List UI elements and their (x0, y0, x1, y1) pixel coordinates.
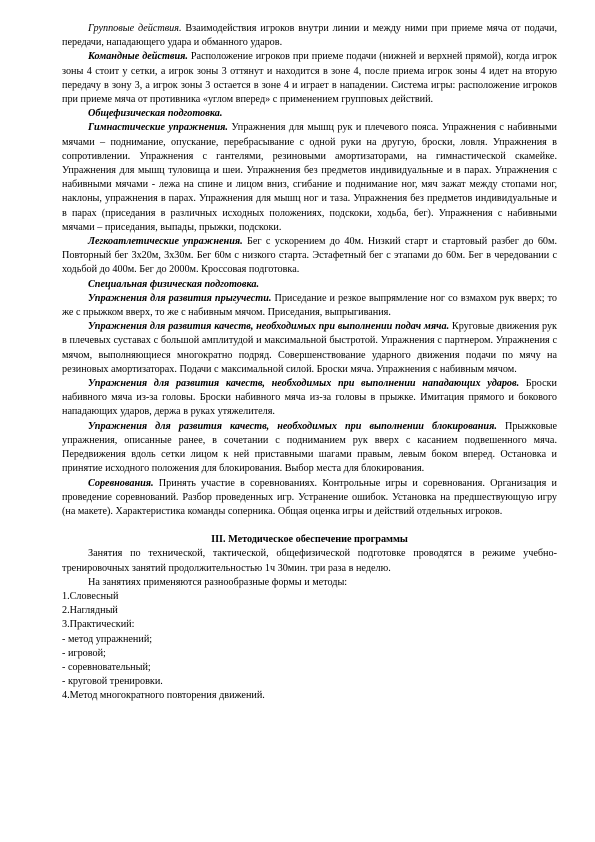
paragraph-text: Приседание и резкое выпрямление ног со взмахом рук вверх; то же с прыжком вверх, то же с набивным мячом. Приседания, выпрыгивания. (62, 292, 558, 319)
paragraph-lead: Упражнения для развития качеств, необходимых при выполнении блокирования. (88, 420, 497, 432)
paragraph-text: Броски набивного мяча из-за головы. Броски набивного мяча из-за головы в прыжке. Имитация прямого и бокового нападающих ударов, держа в руках утяжелителя. (62, 378, 557, 418)
paragraph-attack (62, 377, 557, 420)
list-item: - соревновательный; (62, 661, 151, 673)
methods-list (62, 590, 557, 704)
paragraph-text: Принять участие в соревнованиях. Контрольные игры и соревнования. Организация и проведение соревнований. Разбор проведенных игр. Устранение ошибок. Установка на предшествующую игру (на макете). Характеристика команды соперника. Общая оценка игры и действий отдельных игроков. (62, 477, 557, 517)
paragraph-lead: Упражнения для развития качеств, необходимых при выполнении нападающих ударов. (88, 378, 520, 390)
subheading-special-training: Специальная физическая подготовка. (88, 278, 260, 290)
paragraph-lead: Упражнения для развития прыгучести. (88, 292, 272, 304)
subheading-general-training: Общефизическая подготовка. (88, 108, 223, 120)
list-item: - метод упражнений; (62, 633, 153, 645)
list-item: 3.Практический: (62, 619, 135, 631)
paragraph-lead: Групповые действия. (88, 23, 182, 34)
paragraph-text: Расположение игроков при приеме подачи (нижней и верхней прямой), когда игрок зоны 4 стоит у сетки, а игрок зоны 3 оттянут и находится в зоне 4, после приема игрок зоны 4 идет на вторую передачу в зону 3, а игрок зоны 3 остается в зоне 4 и играет в нападении. Система игры: расположение игроков при приеме мяча от противника «углом вперед» с применением групповых действий. (62, 51, 557, 106)
paragraph-group-actions (62, 22, 557, 50)
paragraph-jumping (62, 292, 557, 320)
paragraph-text: Бег с ускорением до 40м. Низкий старт и стартовый разбег до 60м. Повторный бег 3х20м, 3х30м. Бег 60м с низкого старта. Эстафетный бег с этапами до 60м. Бег в чередовании с ходьбой до 400м. Бег до 2000м. Кроссовая подготовка. (62, 236, 557, 276)
paragraph-text: Взаимодействия игроков внутри линии и между ними при приеме мяча от подачи, передачи, нападающего удара и обманного ударов. (62, 23, 558, 49)
document-page (62, 22, 557, 704)
paragraph-block (62, 420, 557, 477)
list-item: 4.Метод многократного повторения движений. (62, 690, 265, 702)
spacer (62, 526, 557, 533)
list-item: - круговой тренировки. (62, 676, 163, 688)
paragraph-lead: Соревнования. (88, 477, 154, 489)
spacer (62, 519, 557, 526)
list-item: 2.Наглядный (62, 605, 118, 617)
paragraph-lead: Командные действия. (88, 51, 188, 63)
paragraph-text: Прыжковые упражнения, описанные ранее, в сочетании с подниманием рук вверх с касанием подвешенного мяча. Передвижения вдоль сетки лицом к ней приставными шагами правым, левым боком вперед. Остановка и принятие исходного положения для блокирования. Выбор места для блокирования. (62, 420, 558, 475)
paragraph-lead: Легкоатлетические упражнения. (88, 236, 243, 248)
paragraph-lead: Гимнастические упражнения. (88, 122, 228, 134)
paragraph-team-actions (62, 50, 557, 107)
paragraph-serve (62, 320, 557, 377)
paragraph-competitions (62, 477, 557, 520)
paragraph-gymnastics (62, 121, 557, 235)
paragraph-schedule: Занятия по технической, тактической, общефизической подготовке проводятся в режиме учебно-тренировочных занятий продолжительностью 1ч 30мин. три раза в неделю. (62, 548, 557, 574)
section-title: III. Методическое обеспечение программы (211, 534, 408, 546)
paragraph-methods-intro: На занятиях применяются разнообразные формы и методы: (88, 576, 348, 588)
list-item: - игровой; (62, 647, 106, 659)
paragraph-athletics (62, 235, 557, 278)
list-item: 1.Словесный (62, 590, 119, 602)
paragraph-lead: Упражнения для развития качеств, необходимых при выполнении подач мяча. (88, 321, 450, 333)
paragraph-text: Упражнения для мышц рук и плечевого пояса. Упражнения с набивными мячами – поднимание, опускание, перебрасывание с одной руки на другую, броски, ловля. Упражнения в сопротивлении. Упражнения с гантелями, резиновыми амортизаторами, на гимнастической скамейке. Упражнения для мышц туловища и шеи. Упражнения без предметов индивидуальные и в парах. Упражнения с набивными мячами - лежа на спине и лицом вниз, сгибание и поднимание ног, мяч зажат между стопами ног, наклоны, упражнения в парах. Упражнения для мышц ног и таза. Упражнения без предметов индивидуальные и в парах (приседания в различных исходных положениях, подскоки, ходьба, бег). Упражнения с набивными мячами – приседания, выпады, прыжки, подскоки. (62, 122, 557, 233)
paragraph-text: Круговые движения рук в плечевых суставах с большой амплитудой и максимальной быстротой. Упражнения с партнером. Упражнения с мячом, выполняющиеся многократно подряд. Совершенствование ударного движения подачи по мячу на резиновых амортизаторах. Подачи с максимальной силой. Броски мяча. Упражнения с набивным мячом. (62, 321, 557, 375)
